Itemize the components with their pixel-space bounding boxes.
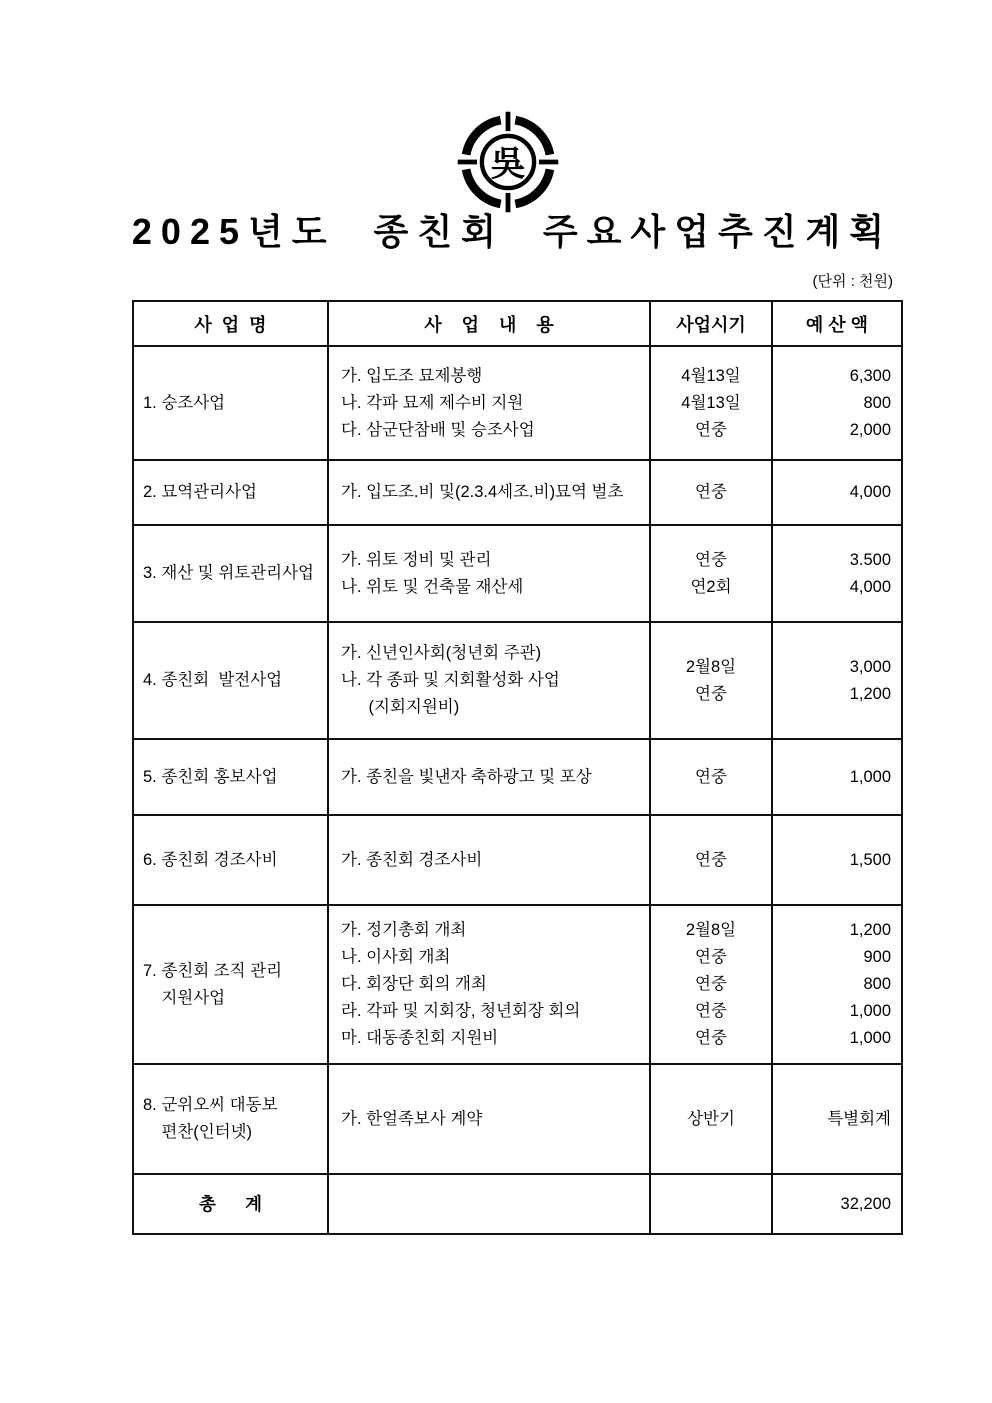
- cell-line: 가. 종친을 빛낸자 축하광고 및 포상: [341, 767, 592, 786]
- cell-line: 4. 종친회 발전사업: [143, 671, 283, 689]
- clan-seal-icon: [450, 104, 566, 220]
- table-row: [133, 815, 902, 905]
- cell-line: 800: [863, 975, 891, 993]
- table-row: [133, 905, 902, 1064]
- project-name-cell: [133, 622, 328, 739]
- project-content-cell: [328, 815, 650, 905]
- project-budget-cell: [772, 346, 902, 460]
- project-budget-cell: [772, 460, 902, 525]
- cell-line: 나. 이사회 개최: [341, 948, 451, 966]
- cell-line: 1,000: [849, 1029, 891, 1047]
- cell-line: 가. 신년인사회(청년회 주관): [341, 644, 542, 662]
- cell-line: 6,300: [849, 366, 891, 385]
- cell-line: 연중: [695, 684, 727, 703]
- cell-line: 연중: [695, 850, 727, 869]
- header-project-time: 사업시기: [650, 301, 772, 346]
- project-time-cell: [650, 905, 772, 1064]
- project-budget-cell: [772, 739, 902, 815]
- table-header-row: [133, 301, 902, 346]
- cell-line: 나. 각파 묘제 제수비 지원: [341, 393, 524, 412]
- project-content-cell: [328, 1064, 650, 1174]
- cell-line: 3,000: [849, 657, 891, 676]
- cell-line: 3.500: [849, 550, 891, 569]
- project-content-cell: [328, 739, 650, 815]
- project-content-cell: [328, 346, 650, 460]
- cell-line: 연중: [695, 420, 727, 439]
- cell-line: 나. 위토 및 건축물 재산세: [341, 577, 524, 596]
- cell-line: 가. 입도조.비 및(2.3.4세조.비)묘역 벌초: [341, 483, 624, 501]
- cell-line: 2월8일: [685, 657, 737, 676]
- cell-line: 5. 종친회 홍보사업: [143, 767, 278, 786]
- cell-line: 4월13일: [681, 366, 741, 385]
- cell-line: 900: [863, 948, 891, 966]
- cell-line: 2. 묘역관리사업: [143, 483, 257, 501]
- header-project-budget: 예 산 액: [772, 301, 902, 346]
- project-budget-cell: [772, 815, 902, 905]
- project-budget-cell: [772, 905, 902, 1064]
- table-row: [133, 1174, 902, 1234]
- table-row: [133, 622, 902, 739]
- cell-line: 가. 입도조 묘제봉행: [341, 366, 483, 385]
- cell-line: 나. 각 종파 및 지회활성화 사업: [341, 671, 560, 689]
- cell-line: 6. 종친회 경조사비: [143, 850, 278, 869]
- project-time-cell: [650, 1064, 772, 1174]
- project-time-cell: [650, 525, 772, 622]
- project-time-cell: [650, 346, 772, 460]
- cell-line: 32,200: [840, 1194, 891, 1213]
- cell-line: 2,000: [849, 420, 891, 439]
- project-budget-cell: [772, 622, 902, 739]
- cell-line: 4월13일: [681, 393, 741, 412]
- cell-line: 연중: [695, 948, 727, 966]
- project-name-cell: [133, 905, 328, 1064]
- project-time-cell: [650, 460, 772, 525]
- cell-line: 4,000: [849, 483, 891, 501]
- cell-line: 가. 위토 정비 및 관리: [341, 550, 492, 569]
- cell-line: 가. 정기총회 개최: [341, 921, 467, 939]
- projects-table-body: [133, 346, 902, 1234]
- cell-line: 지원사업: [143, 988, 226, 1007]
- project-time-cell: [650, 815, 772, 905]
- cell-line: 연중: [695, 975, 727, 993]
- cell-line: 연2회: [690, 577, 732, 596]
- cell-line: 1,500: [849, 850, 891, 869]
- cell-line: 800: [863, 393, 891, 412]
- header-project-content: 사 업 내 용: [328, 301, 650, 346]
- project-budget-cell: [772, 1064, 902, 1174]
- cell-line: 1,200: [849, 921, 891, 939]
- project-budget-cell: [772, 1174, 902, 1234]
- cell-line: 7. 종친회 조직 관리: [143, 961, 283, 980]
- cell-line: 다. 삼군단참배 및 승조사업: [341, 420, 535, 439]
- cell-line: 3. 재산 및 위토관리사업: [143, 564, 314, 582]
- project-time-cell: [650, 622, 772, 739]
- table-row: [133, 1064, 902, 1174]
- business-plan-table: [132, 300, 903, 1235]
- table-row: [133, 460, 902, 525]
- cell-line: 가. 종친회 경조사비: [341, 850, 483, 869]
- project-name-cell: [133, 525, 328, 622]
- project-name-cell: [133, 815, 328, 905]
- cell-line: 연중: [695, 483, 727, 501]
- clan-seal-character: 吳: [490, 144, 526, 184]
- project-name-cell: [133, 1174, 328, 1234]
- cell-line: 1,000: [849, 767, 891, 786]
- cell-line: 상반기: [687, 1109, 735, 1128]
- table-row: [133, 739, 902, 815]
- cell-line: (지회지원비): [341, 698, 460, 716]
- cell-line: 특별회계: [827, 1109, 891, 1128]
- cell-line: 8. 군위오씨 대동보: [143, 1096, 278, 1114]
- cell-line: 4,000: [849, 577, 891, 596]
- cell-line: 총 계: [199, 1193, 262, 1214]
- page-title: 2025년도 종친회 주요사업추진계획: [131, 211, 894, 252]
- header-project-name: 사 업 명: [133, 301, 328, 346]
- table-row: [133, 525, 902, 622]
- cell-line: 1,000: [849, 1002, 891, 1020]
- cell-line: 라. 각파 및 지회장, 청년회장 회의: [341, 1002, 581, 1020]
- project-name-cell: [133, 739, 328, 815]
- cell-line: 마. 대동종친회 지원비: [341, 1029, 499, 1047]
- cell-line: 1. 숭조사업: [143, 393, 226, 412]
- project-time-cell: [650, 1174, 772, 1234]
- project-content-cell: [328, 525, 650, 622]
- project-content-cell: [328, 1174, 650, 1234]
- cell-line: 연중: [695, 550, 727, 569]
- cell-line: 연중: [695, 767, 727, 786]
- project-name-cell: [133, 1064, 328, 1174]
- project-name-cell: [133, 460, 328, 525]
- cell-line: 연중: [695, 1002, 727, 1020]
- unit-note: (단위 : 천원): [812, 273, 893, 290]
- cell-line: 가. 한얼족보사 계약: [341, 1109, 483, 1128]
- project-name-cell: [133, 346, 328, 460]
- cell-line: 연중: [695, 1029, 727, 1047]
- cell-line: 다. 회장단 회의 개최: [341, 975, 487, 993]
- cell-line: 2월8일: [685, 921, 737, 939]
- table-row: [133, 346, 902, 460]
- project-time-cell: [650, 739, 772, 815]
- project-budget-cell: [772, 525, 902, 622]
- cell-line: 편찬(인터넷): [143, 1123, 253, 1141]
- project-content-cell: [328, 460, 650, 525]
- project-content-cell: [328, 622, 650, 739]
- project-content-cell: [328, 905, 650, 1064]
- cell-line: 1,200: [849, 684, 891, 703]
